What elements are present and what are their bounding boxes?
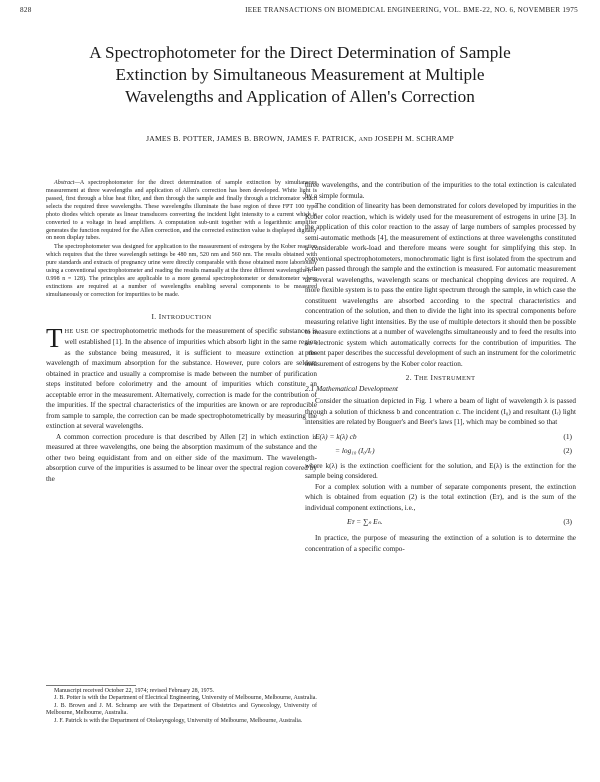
right-paragraph-4: where k(λ) is the extinction coefficient for the solution, and E(λ) is the extinction for the sample being considered. — [305, 461, 576, 480]
page-number: 828 — [20, 6, 32, 14]
footnote-manuscript: Manuscript received October 22, 1974; revised February 28, 1975. — [54, 688, 215, 694]
footnote-rule — [46, 685, 136, 686]
right-paragraph-2: The condition of linearity has been demonstrated for colors developed by impurities in the Kober color reaction, which is widely used for the measurement of estrogens in urine [3]. In the application of this color reaction to the assay of large numbers of samples processed by semi-automatic methods [4], the measurement of extinctions at three wavelengths constituted a considerable work-load and therefore means were sought for simplifying this step. In conventional spectrophotometers, monochromatic light is first isolated from the spectrum and is then passed through the sample and the extinction is measured. For automatic measurement at several wavelengths, wavelength scans or mechanical chopping devices are required. A more flexible system is to pass the entire light spectrum through the sample, in which case the constituent wavelengths are absorbed according to the spectral characteristics and concentration of the solution, and then to divide the light into its spectral components before measuring relative light intensities. By the use of multiple detectors it should then be possible to measure extinctions at a number of wavelengths simultaneously and to feed the results into an electronic system which automatically corrects for the contribution of impurities. The present paper describes the successful development of such an instrument for the colorimetric measurement of estrogens by the Kober color reaction. — [305, 202, 576, 368]
abstract-paragraph-1: Abstract—A spectrophotometer for the direct determination of sample extinction by simultaneous measurement at three wavelengths and application of Allen's correction has been developed. White light is passed, first through a blue heat filter, and then through the sample and finally through a trichromator which selects the required three wavelengths. These wavelengths illuminate the base region of three FPT 100 type photo diodes which operate as linear transducers converting the incident light intensity to a current which is converted to a voltage in head amplifiers. A computation sub-unit together with a logarithmic amplifier generates the function required for the Allen correction, and the corrected extinction value is displayed digitally on neon display tubes. — [46, 180, 317, 242]
equation-2: = log₁₀ (I₀/Iᵣ) (2) — [335, 445, 572, 455]
footnote-patrick: J. F. Patrick is with the Department of Otolaryngology, University of Melbourne, Melbourne, Australia. — [54, 717, 303, 724]
equation-3: Eᴛ = ∑ₙ Eₙ. (3) — [347, 517, 572, 526]
author-last: JOSEPH M. SCHRAMP — [374, 134, 454, 143]
section-heading-introduction: I. INTRODUCTION — [151, 311, 212, 321]
title-line-3: Wavelengths and Application of Allen's Correction — [125, 87, 475, 106]
footnote-potter: J. B. Potter is with the Department of Electrical Engineering, University of Melbourne, Melbourne, Australia. — [54, 695, 317, 702]
equation-1: E(λ) = k(λ) cb (1) — [315, 431, 572, 441]
right-paragraph-6: In practice, the purpose of measuring the extinction of a solution is to determine the concentration of a specific compo- — [305, 534, 576, 553]
section-heading-instrument: 2. THE INSTRUMENT — [405, 373, 476, 382]
author-and: AND — [358, 136, 373, 143]
right-paragraph-3: Consider the situation depicted in Fig. 1 where a beam of light of wavelength λ is passed through a solution of thickness b and concentration c. The incident (I₀) and resultant (Iᵣ) light intensities are related by Bouguer's and Beer's laws [1], which may be combined so that — [305, 397, 576, 426]
title-line-2: Extinction by Simultaneous Measurement at Multiple — [115, 65, 485, 84]
paper-title — [30, 42, 570, 108]
author-list — [20, 134, 580, 143]
introduction-body — [46, 322, 318, 485]
abstract — [46, 180, 317, 300]
drop-cap: T — [46, 322, 63, 353]
right-column — [305, 180, 576, 554]
footnote-brown-schramp: J. B. Brown and J. M. Schramp are with the Department of Obstetrics and Gynecology, University of Melbourne, Melbourne, Australia. — [46, 702, 317, 717]
journal-citation: IEEE TRANSACTIONS ON BIOMEDICAL ENGINEERING, VOL. BME-22, NO. 6, NOVEMBER 1975 — [245, 6, 578, 14]
subsection-heading-math: 2.1 Mathematical Development — [305, 384, 398, 393]
author-names: JAMES B. POTTER, JAMES B. BROWN, JAMES F. PATRICK, — [146, 134, 357, 143]
footnotes — [46, 685, 317, 725]
right-paragraph-5: For a complex solution with a number of separate components present, the extinction which is obtained from equation (2) is the total extinction (Eᴛ), and is the sum of the individual component extinctions, i.e., — [305, 482, 576, 512]
left-column — [46, 180, 317, 484]
abstract-label: Abstract— — [54, 180, 80, 186]
intro-paragraph-2: A common correction procedure is that described by Allen [2] in which extinction is measured at three wavelengths, one being the absorption maximum of the substance and the other two being equidistant from and on either side of the maximum. The wavelength-absorption curve of the impurities is assumed to be linear over the spectral region covered by the — [46, 432, 317, 483]
abstract-paragraph-2: The spectrophotometer was designed for application to the measurement of estrogens by the Kober reaction which requires that the three wavelength settings be 480 nm, 520 nm and 560 nm. The results obtained with pure standards and extracts of pregnancy urine were directly comparable with those obtained more laboriously using a conventional spectrophotometer and reading the results manually at the three different wavelengths (r = 0.998 n = 128). The principles are applicable to a more general spectrophotometer or densitometer where extinctions are required at a number of wavelengths enabling several components to be measured simultaneously or correction for impurities to be made. — [46, 244, 317, 298]
title-line-1: A Spectrophotometer for the Direct Determination of Sample — [89, 43, 511, 62]
intro-paragraph-1: THE USE OF spectrophotometric methods for the measurement of specific substances is well established [1]. In the absence of impurities which absorb light in the same region as the substance being measured, it is sufficient to measure extinction at the wavelength of maximum absorption for the substance. However, pure colors are seldom obtained in practice and usually a compromise is made between the number of purification steps instituted before colorimetry and the amount of impurities which constitute an acceptable error in the measurement. Alternatively, correction is made for the contribution of the impurities. If the spectral characteristics of the impurities are known or are reproducible from sample to sample, the correction can be made spectrophotometrically by measuring the extinction at several wavelengths. — [46, 322, 318, 431]
running-header — [20, 6, 578, 18]
right-paragraph-1: three wavelengths, and the contribution of the impurities to the total extinction is calculated by a simple formula. — [305, 181, 576, 200]
